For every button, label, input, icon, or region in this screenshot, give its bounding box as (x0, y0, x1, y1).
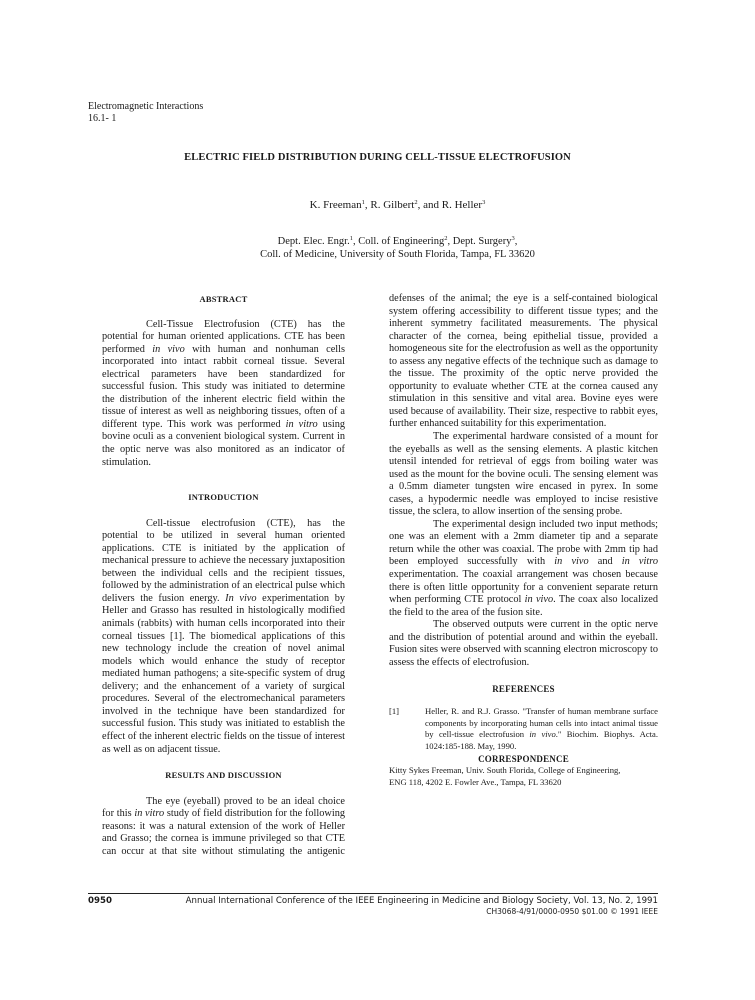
abstract-paragraph: Cell-Tissue Electrofusion (CTE) has the potential for human oriented applications. CTE has been performed in vivo with human and nonhuman cells incorporated into intact rabbit corneal tissue. Several electrical parameters have been standardized for successful fusion. This study was initiated to determine the distribution of the inherent electric field within the tissue of interest as well as neighboring tissues, often of a different type. This work was performed in vitro using bovine oculi as a convenient biological system. Current in the optic nerve was also monitored as an indicator of stimulation. (102, 318, 345, 468)
running-head (88, 101, 203, 124)
copyright-line: CH3068-4/91/0000-0950 $01.00 © 1991 IEEE (486, 906, 658, 916)
author-affil-mark: 2 (414, 199, 418, 206)
affiliation-line-1 (40, 235, 755, 248)
section-heading-abstract: ABSTRACT (199, 294, 248, 304)
section-heading-results: RESULTS AND DISCUSSION (165, 770, 282, 781)
correspondence-address (389, 765, 658, 788)
footer-divider (88, 893, 658, 894)
affiliations (0, 235, 755, 261)
results-paragraph-1: The eye (eyeball) proved to be an ideal choice for this in vitro study of field distribution for the following reasons: it was a natural extension of the work of Heller and Grasso; the cornea is immune privileged so that CTE can occur at that site without stimulating the antigenic (102, 795, 345, 857)
page-footer (88, 896, 658, 917)
left-column (102, 293, 345, 858)
affil-mark: 2 (444, 235, 448, 242)
author-name: , R. Gilbert (364, 199, 415, 211)
author-list (0, 199, 755, 211)
right-column (389, 293, 658, 789)
running-head-number: 16.1- 1 (88, 112, 117, 124)
affil-dept: Dept. Elec. Engr. (277, 236, 350, 247)
reference-item (389, 706, 658, 753)
section-heading-correspondence: CORRESPONDENCE (478, 753, 569, 764)
reference-number: [1] (389, 705, 400, 716)
results-paragraph-2: The experimental hardware consisted of a mount for the eyeballs as well as the sensing elements. A plastic kitchen utensil intended for retrieval of eggs from boiling water was used as the mount for the bovine oculi. The sensing element was a 0.5mm diameter tungsten wire encased in pyrex. In some cases, a hypodermic needle was employed to incise resistive tissue, the sclera, to allow insertion of the sensing probe. (389, 431, 658, 518)
reference-text: Heller, R. and R.J. Grasso. "Transfer of human membrane surface components by incorporating human cells into intact animal tissue by cell-tissue electrofusion in vivo." Biochim. Biophys. Acta. 1024:185-188. May, 1990. (425, 705, 658, 752)
author-name: K. Freeman (309, 199, 362, 211)
author-affil-mark: 3 (482, 199, 486, 206)
page-number: 0950 (88, 896, 112, 906)
affiliation-line-2: Coll. of Medicine, University of South Florida, Tampa, FL 33620 (260, 249, 535, 260)
results-paragraph-1-continued: defenses of the animal; the eye is a self-contained biological system offering accessibility to different tissue types; and the inherent symmetry facilitated measurements. The physical character of the cornea, being epithelial tissue, provided a homogeneous site for the electrofusion as well as the opportunity to assess any negative effects of the technique such as damage to the tissue. The proximity of the optic nerve provided the opportunity to evaluate whether CTE at the cornea caused any stimulation in this sensitive and vital area. Bovine eyes were used because of availability. Their size, respective to rabbit eyes, further enhanced suitability for this experimentation. (389, 293, 658, 430)
affil-punct: , (514, 236, 518, 247)
affil-college: , Coll. of Engineering (352, 236, 445, 247)
affil-mark: 1 (349, 235, 353, 242)
affil-mark: 3 (511, 235, 515, 242)
results-paragraph-4: The observed outputs were current in the optic nerve and the distribution of potential around and within the eyeball. Fusion sites were observed with scanning electron microscopy to assess the effects of electrofusion. (389, 619, 658, 668)
correspondence-line: Kitty Sykes Freeman, Univ. South Florida, College of Engineering, (389, 765, 621, 776)
results-paragraph-3: The experimental design included two input methods; one was an element with a 2mm diameter tip and a separate return while the other was coaxial. The probe with 2mm tip had been employed successfully with in vivo and in vitro experimentation. The coaxial arrangement was chosen because there is often little opportunity for a convenient separate return when performing CTE protocol in vivo. The coax also localized the field to the area of the fusion site. (389, 518, 658, 618)
author-affil-mark: 1 (361, 199, 365, 206)
correspondence-line: ENG 118, 4202 E. Fowler Ave., Tampa, FL 33620 (389, 777, 562, 788)
running-head-section: Electromagnetic Interactions (88, 101, 204, 112)
affil-dept: , Dept. Surgery (447, 236, 512, 247)
conference-citation: Annual International Conference of the IEEE Engineering in Medicine and Biology Society, Vol. 13, No. 2, 1991 (185, 896, 658, 906)
section-heading-introduction: INTRODUCTION (188, 492, 259, 503)
section-heading-references: REFERENCES (492, 684, 555, 695)
introduction-paragraph: Cell-tissue electrofusion (CTE), has the potential to be utilized in several human oriented applications. CTE is initiated by the application of mechanical pressure to achieve the necessary juxtaposition between the individual cells and the recipient tissues, followed by the administration of an electrical pulse which delivers the fusion energy. In vivo experimentation by Heller and Grasso has resulted in histologically modified animals (rabbits) with human cells incorporated into their corneal tissues [1]. The biomedical applications of this new technology include the creation of novel animal models which would enhance the study of receptor mediated human pathogens; a site-specific system of drug delivery; and the enhancement of a variety of surgical procedures. Several of the electromechanical parameters involved in the technique have been standardized for successful fusion. This study was initiated to establish the effect of the inherent electric fields on the tissue of interest as well as on adjacent tissue. (102, 517, 345, 755)
paper-title: ELECTRIC FIELD DISTRIBUTION DURING CELL-TISSUE ELECTROFUSION (184, 152, 571, 163)
author-name: , and R. Heller (417, 199, 483, 211)
